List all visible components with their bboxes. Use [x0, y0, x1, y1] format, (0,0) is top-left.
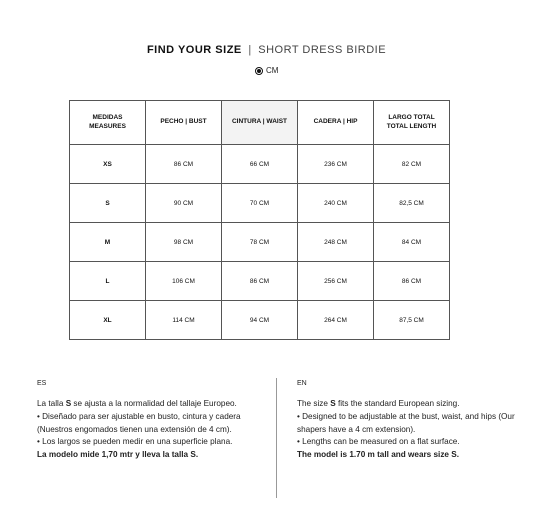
note-fit-es-pre: La talla [37, 399, 66, 408]
waist-cell: 66 CM [222, 145, 298, 184]
table-row [70, 145, 450, 184]
title-product: SHORT DRESS BIRDIE [258, 44, 387, 56]
bust-cell: 90 CM [146, 184, 222, 223]
size-cell: XL [70, 301, 146, 340]
note-length-es: • Los largos se pueden medir en una superficie plana. [37, 437, 233, 447]
header-bust [146, 101, 222, 145]
note-fit-en-post: fits the standard European sizing. [335, 399, 460, 408]
header-hip-label: CADERA | HIP [313, 118, 358, 126]
size-cell: XS [70, 145, 146, 184]
bust-cell: 114 CM [146, 301, 222, 340]
hip-cell: 236 CM [298, 145, 374, 184]
note-fit-es [37, 398, 267, 411]
size-cell: L [70, 262, 146, 301]
table-row [70, 262, 450, 301]
note-adjustable-en: • Designed to be adjustable at the bust, waist, and hips (Our shapers have a 4 cm extension). [297, 411, 515, 434]
note-length-en: • Lengths can be measured on a flat surface. [297, 437, 460, 447]
length-cell: 82 CM [374, 145, 450, 184]
header-bust-label: PECHO | BUST [160, 118, 207, 126]
column-divider [276, 378, 277, 498]
hip-cell: 240 CM [298, 184, 374, 223]
note-model-es: La modelo mide 1,70 mtr y lleva la talla S. [37, 450, 199, 460]
bust-cell: 86 CM [146, 145, 222, 184]
length-cell: 86 CM [374, 262, 450, 301]
header-measures-en: MEASURES [89, 122, 126, 130]
size-cell: M [70, 223, 146, 262]
note-fit-en [297, 398, 517, 411]
header-measures-es: MEDIDAS [92, 113, 123, 121]
waist-cell: 86 CM [222, 262, 298, 301]
size-table [69, 100, 450, 340]
header-length-en: TOTAL LENGTH [386, 122, 437, 130]
length-cell: 84 CM [374, 223, 450, 262]
header-measures [70, 101, 146, 145]
note-fit-es-size: S [65, 399, 72, 408]
title-separator: | [248, 44, 252, 56]
unit-toggle-cm[interactable] [255, 66, 278, 75]
note-model-en: The model is 1.70 m tall and wears size S. [297, 450, 459, 460]
header-length-es: LARGO TOTAL [388, 113, 435, 121]
header-waist-label: CINTURA | WAIST [231, 118, 288, 126]
bust-cell: 98 CM [146, 223, 222, 262]
lang-label-en: EN [297, 380, 307, 387]
size-cell: S [70, 184, 146, 223]
note-fit-en-size: S [330, 399, 336, 408]
waist-cell: 78 CM [222, 223, 298, 262]
notes-english [297, 378, 517, 462]
notes-spanish [37, 378, 267, 462]
header-length [374, 101, 450, 145]
length-cell: 87,5 CM [374, 301, 450, 340]
lang-label-es: ES [37, 380, 47, 387]
length-cell: 82,5 CM [374, 184, 450, 223]
table-row [70, 184, 450, 223]
table-row [70, 301, 450, 340]
note-fit-en-pre: The size [297, 399, 331, 408]
waist-cell: 94 CM [222, 301, 298, 340]
hip-cell: 248 CM [298, 223, 374, 262]
table-row [70, 223, 450, 262]
header-hip [298, 101, 374, 145]
bust-cell: 106 CM [146, 262, 222, 301]
note-fit-es-post: se ajusta a la normalidad del tallaje Europeo. [71, 399, 237, 408]
hip-cell: 264 CM [298, 301, 374, 340]
title-main: FIND YOUR SIZE [146, 44, 242, 56]
size-guide-title [0, 44, 533, 56]
unit-label: CM [266, 66, 279, 75]
table-header-row [70, 101, 450, 145]
radio-selected-icon[interactable] [255, 67, 263, 75]
waist-cell: 70 CM [222, 184, 298, 223]
header-waist [222, 101, 298, 145]
note-adjustable-es: • Diseñado para ser ajustable en busto, cintura y cadera (Nuestros engomados tienen una extensión de 4 cm). [37, 411, 241, 434]
hip-cell: 256 CM [298, 262, 374, 301]
